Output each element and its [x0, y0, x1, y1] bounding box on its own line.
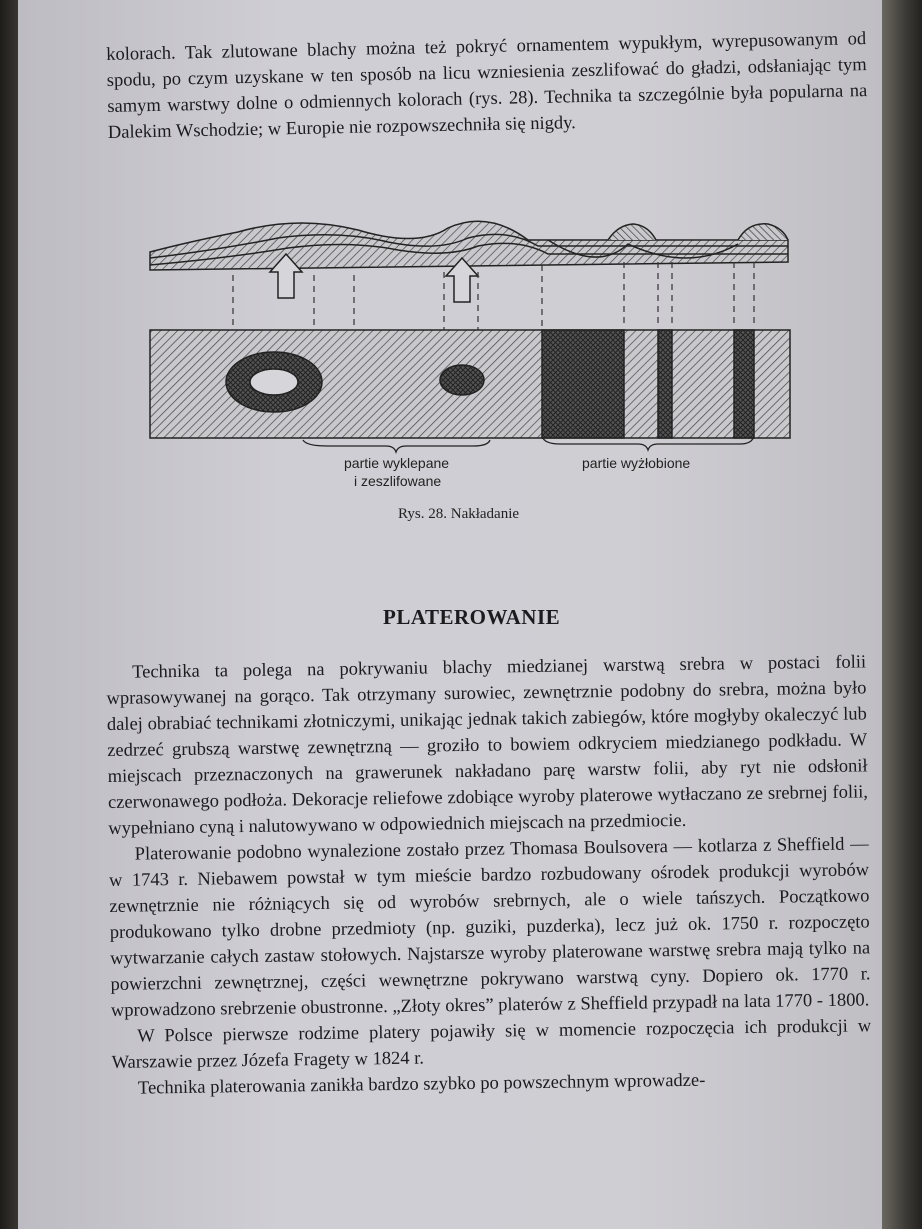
figure-nakladanie: [128, 210, 828, 500]
paragraph-1: Technika ta polega na pokrywaniu blachy miedzianej warstwą srebra w postaci folii wprasowywanej na gorąco. Tak otrzymany surowiec, zewnętrznie podobny do srebra, można było dalej obrabiać technikami złotniczymi, unikając jednak takich zabiegów, które mogłyby okaleczyć lub zedrzeć grubszą warstwę zewnętrzną — groziło to bowiem odkryciem miedzianego podkładu. W miejscach przeznaczonych na grawerunek nakładano parę warstw folii, aby ryt nie odsłonił czerwonawego podłoża. Dekoracje reliefowe zdobiące wyroby platerowe wytłaczano ze srebrnej folii, wypełniano cyną i nalutowywano w odpowiednich miejscach na przedmiocie.: [106, 652, 869, 839]
base-plate: [150, 330, 790, 438]
figure-caption: Rys. 28. Nakładanie: [398, 506, 520, 522]
paragraph-4: Technika platerowania zanikła bardzo szybko po powszechnym wprowadze-: [137, 1070, 706, 1099]
brace-left: [303, 440, 490, 452]
paragraph-top-text: kolorach. Tak zlutowane blachy można też pokryć ornamentem wypukłym, wyrepusowanym od spodu, po czym uzyskane w ten sposób na licu wzniesienia zeszlifować do gładzi, odsłaniając tym samym warstwy dolne o odmiennych kolorach (rys. 28). Technika ta szczególnie była popularna na Dalekim Wschodzie; w Europie nie rozpowszechniła się nigdy.: [106, 29, 868, 143]
label-right: partie wyżłobione: [582, 455, 691, 471]
book-page: [18, 0, 900, 1229]
section-title: PLATEROWANIE: [383, 605, 561, 629]
paragraph-3: W Polsce pierwsze rodzime platery pojawiły się w momencie rozpoczęcia ich produkcji w Warszawie przez Józefa Fragety w 1824 r.: [111, 1016, 872, 1073]
body-text: [106, 649, 872, 1102]
laminated-sheet: [150, 221, 788, 270]
label-left-line1: partie wyklepane: [344, 455, 450, 471]
book-edge-shadow: [882, 0, 922, 1229]
paragraph-top: [106, 26, 868, 146]
label-left-line2: i zeszlifowane: [354, 473, 442, 489]
paragraph-2: Platerowanie podobno wynalezione zostało przez Thomasa Boulsovera — kotlarza z Sheffield — w 1743 r. Niebawem powstał w tym mieście bardzo rozbudowany ośrodek produkcji wyrobów zewnętrznie nie różniących się od wyrobów srebrnych, ale o wiele tańszych. Początkowo produkowano tylko drobne przedmioty (np. guziki, puzderka), lecz już ok. 1750 r. rozpoczęto wytwarzanie całych zastaw stołowych. Najstarsze wyroby platerowane warstwę srebra mają tylko na powierzchni zewnętrznej, części wewnętrzne pokrywano warstwą cyny. Dopiero ok. 1770 r. wprowadzono srebrzenie obustronne. „Złoty okres” platerów z Sheffield przypadł na lata 1770 - 1800.: [108, 834, 871, 1021]
